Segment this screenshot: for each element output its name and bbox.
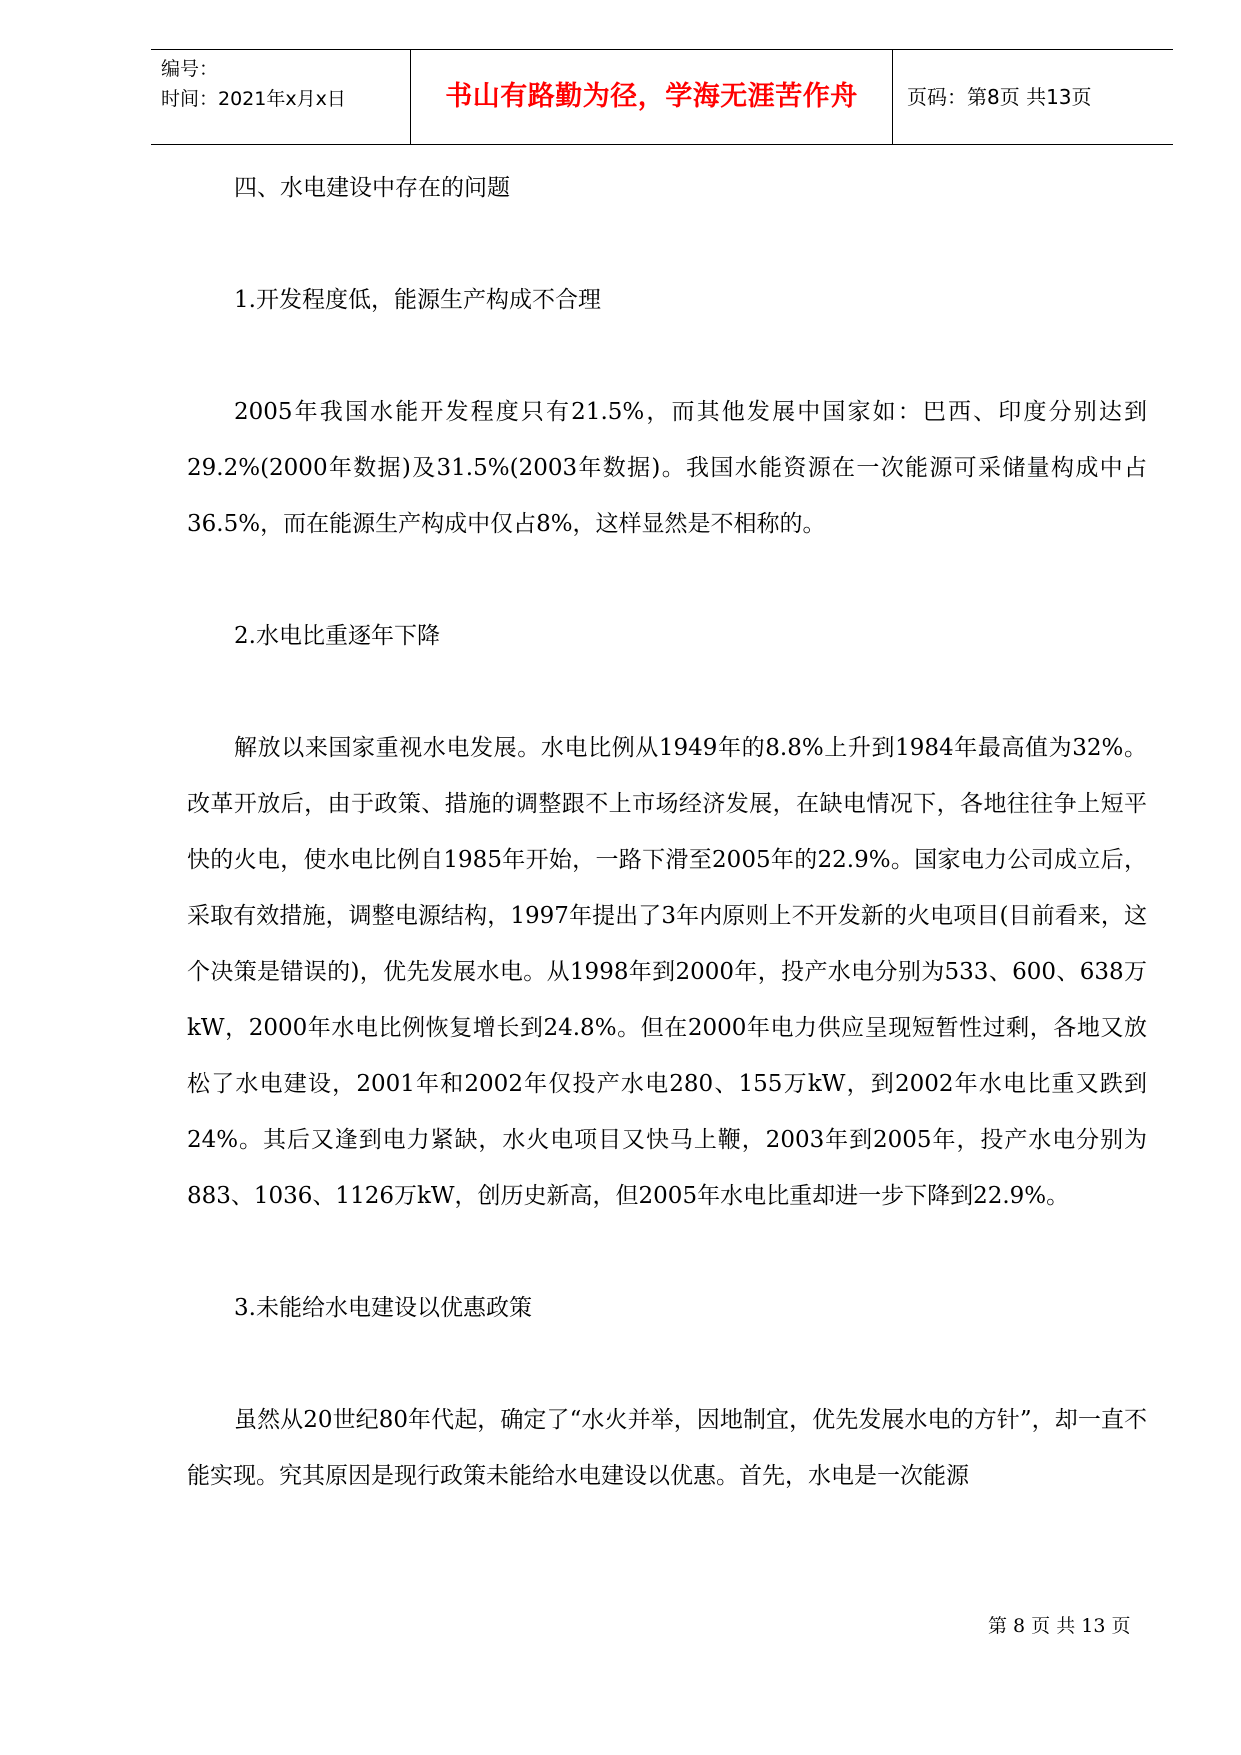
blank-line [187,216,1147,272]
header-motto: 书山有路勤为径，学海无涯苦作舟 [445,81,858,112]
body-paragraph: 解放以来国家重视水电发展。水电比例从1949年的8.8%上升到1984年最高值为32%。改革开放后，由于政策、措施的调整跟不上市场经济发展，在缺电情况下，各地往往争上短平快的火电，使水电比例自1985年开始，一路下滑至2005年的22.9%。国家电力公司成立后，采取有效措施，调整电源结构，1997年提出了3年内原则上不开发新的火电项目(目前看来，这个决策是错误的)，优先发展水电。从1998年到2000年，投产水电分别为533、600、638万kW，2000年水电比例恢复增长到24.8%。但在2000年电力供应呈现短暂性过剩，各地又放松了水电建设，2001年和2002年仅投产水电280、155万kW，到2002年水电比重又跌到24%。其后又逢到电力紧缺，水火电项目又快马上鞭，2003年到2005年，投产水电分别为883、1036、1126万kW，创历史新高，但2005年水电比重却进一步下降到22.9%。 [187,735,1147,1209]
blank-line [187,328,1147,384]
body-paragraph: 2005年我国水能开发程度只有21.5%，而其他发展中国家如：巴西、印度分别达到29.2%(2000年数据)及31.5%(2003年数据)。我国水能资源在一次能源可采储量构成中占36.5%，而在能源生产构成中仅占8%，这样显然是不相称的。 [187,399,1147,537]
page-header [151,49,1173,145]
header-divider [892,50,893,144]
subsection-heading: 3.未能给水电建设以优惠政策 [234,1295,532,1321]
document-number-label: 编号： [161,58,219,80]
header-page-info: 页码：第8页 共13页 [907,85,1092,109]
blank-line [187,1224,1147,1280]
page-footer: 第 8 页 共 13 页 [988,1615,1131,1637]
subsection-heading: 1.开发程度低，能源生产构成不合理 [234,287,601,313]
body-paragraph: 虽然从20世纪80年代起，确定了“水火并举，因地制宜，优先发展水电的方针”，却一直不能实现。究其原因是现行政策未能给水电建设以优惠。首先，水电是一次能源 [187,1407,1147,1489]
blank-line [187,1336,1147,1392]
document-body [187,160,1147,1504]
document-time: 时间：2021年x月x日 [161,88,346,110]
blank-line [187,552,1147,608]
section-title: 四、水电建设中存在的问题 [234,175,510,201]
subsection-heading: 2.水电比重逐年下降 [234,623,440,649]
blank-line [187,664,1147,720]
